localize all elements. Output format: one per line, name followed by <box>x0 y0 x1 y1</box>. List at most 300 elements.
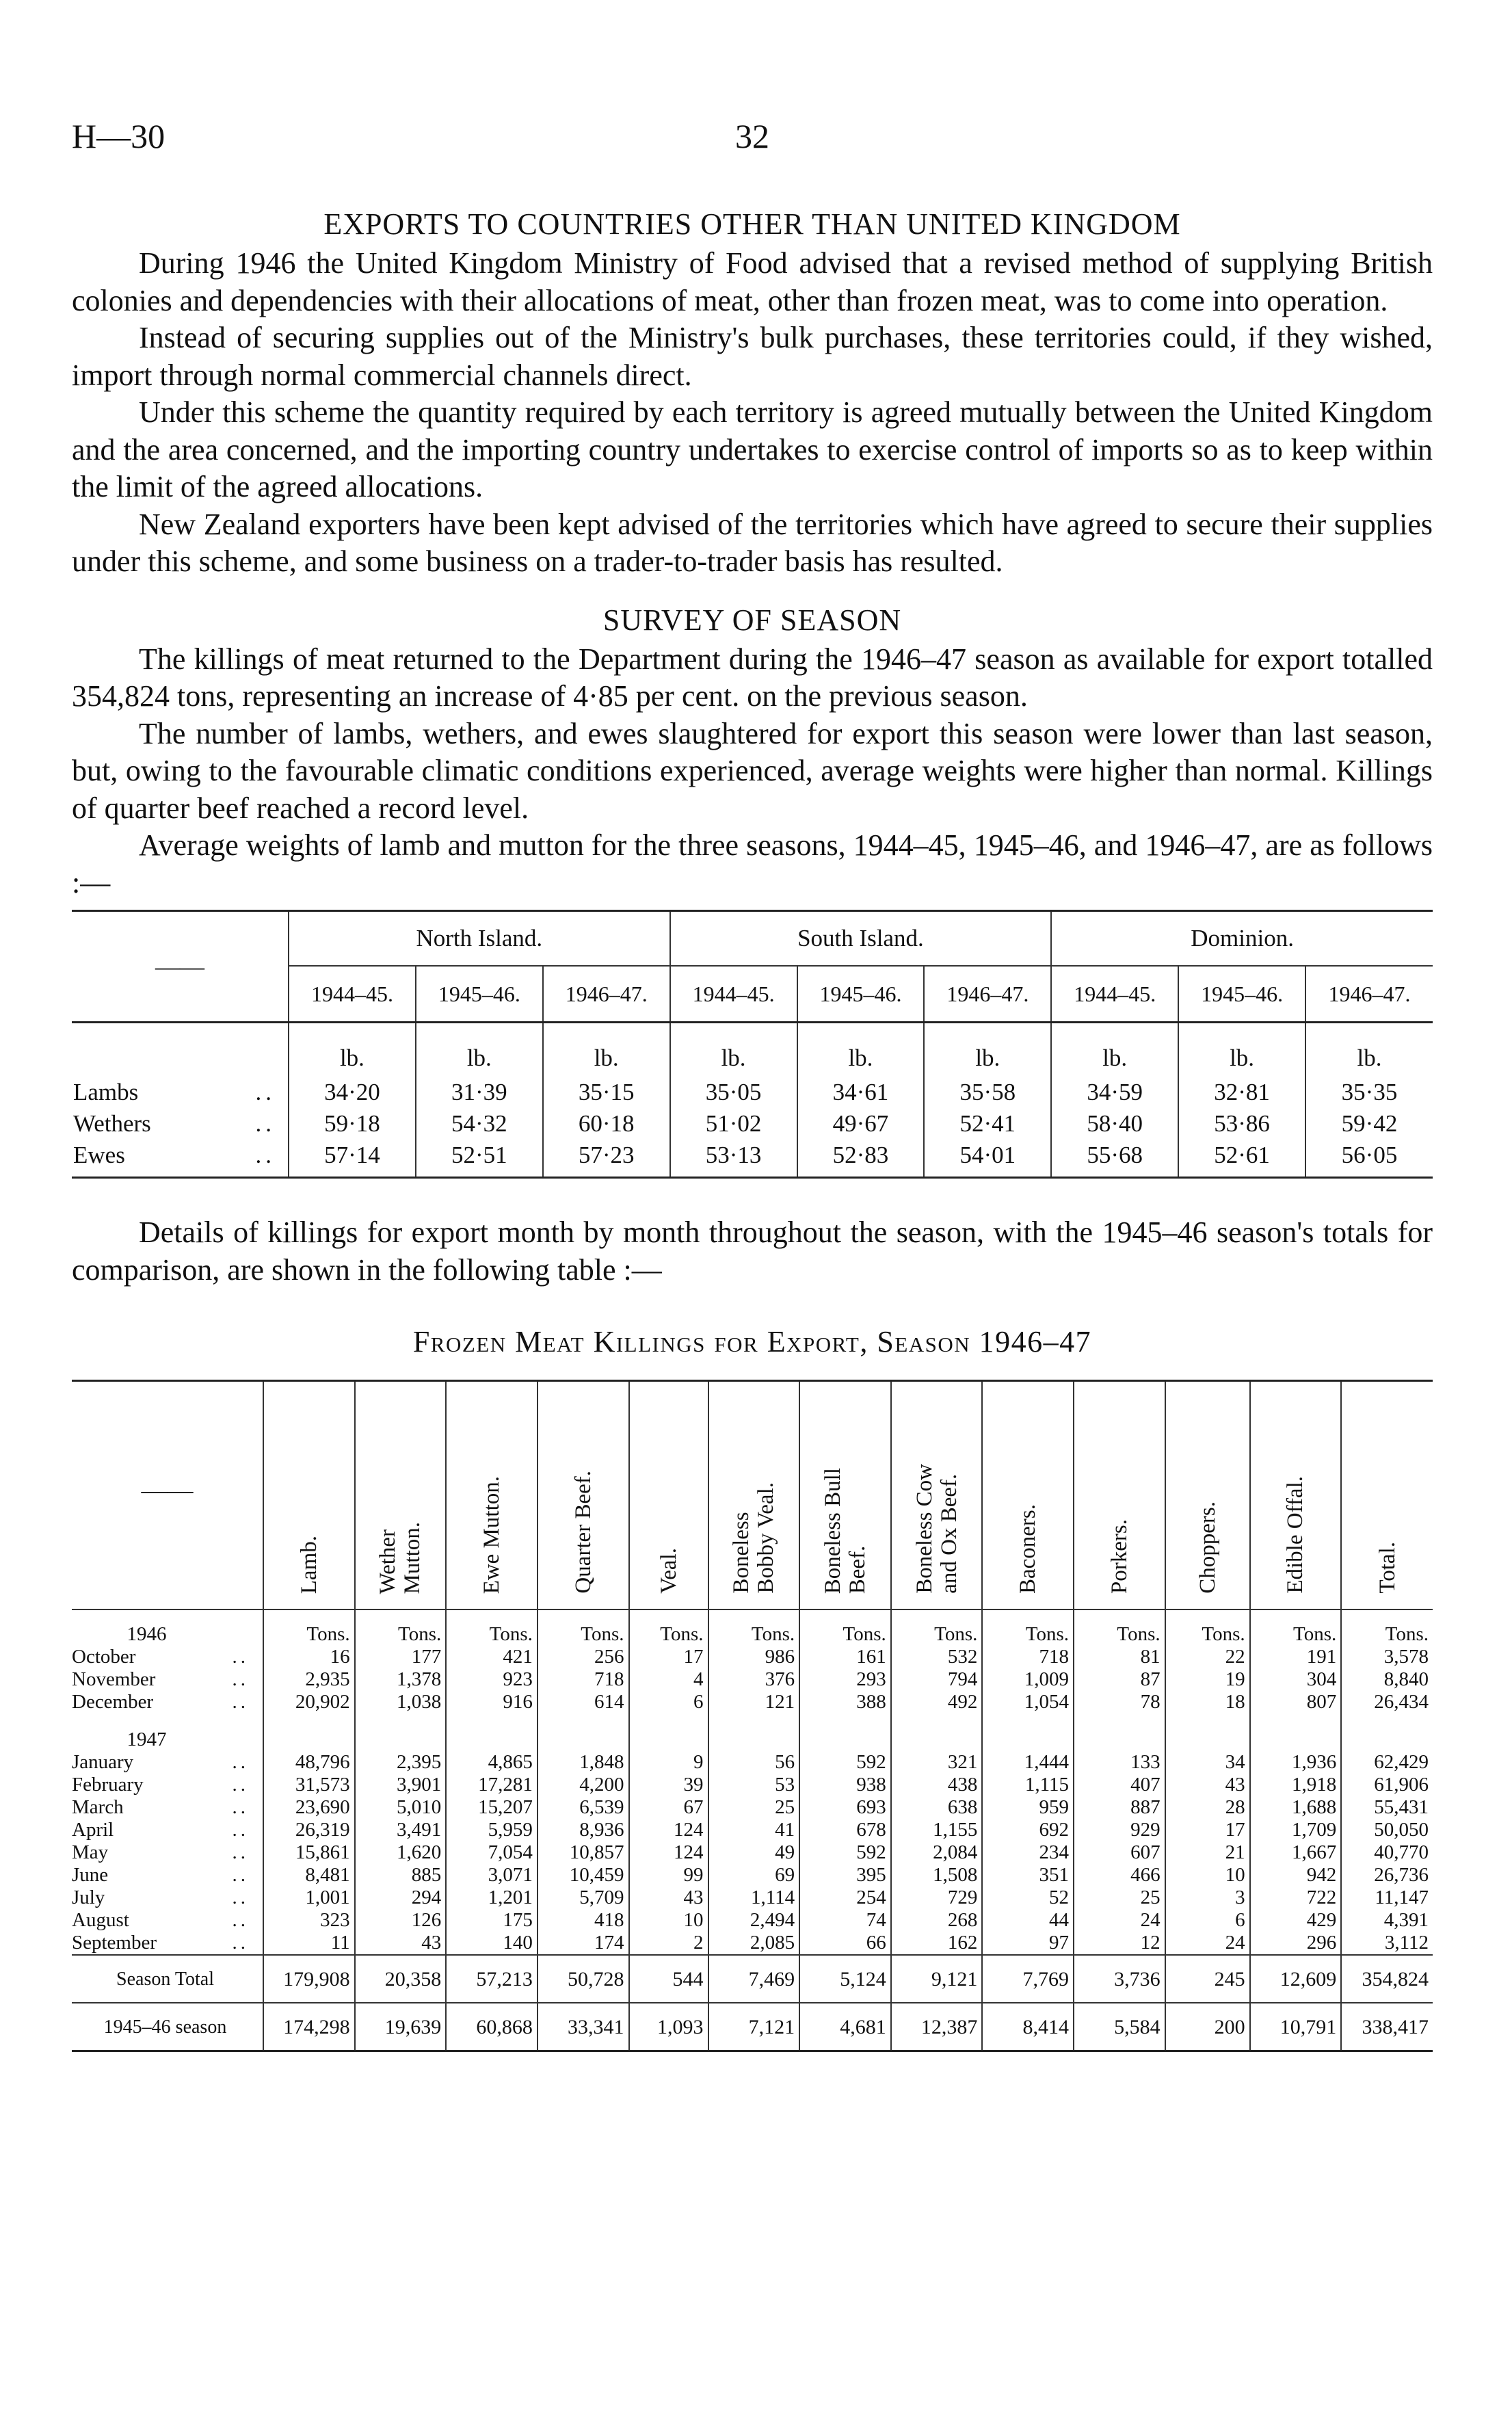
empty-cell <box>629 1729 708 1751</box>
empty-cell <box>1074 1729 1165 1751</box>
table-cell: 678 <box>799 1819 891 1841</box>
unit-label: lb. <box>289 1023 416 1077</box>
unit-label: Tons. <box>1250 1609 1342 1646</box>
group-header-dominion: Dominion. <box>1051 912 1433 966</box>
units-row <box>72 1609 1433 1646</box>
table-cell: 1,038 <box>355 1691 447 1713</box>
table-cell: 121 <box>708 1691 800 1713</box>
table-cell: 87 <box>1074 1668 1165 1691</box>
table-cell: 99 <box>629 1864 708 1887</box>
table-cell: 17,281 <box>446 1774 538 1796</box>
table-cell: 48,796 <box>263 1751 355 1774</box>
table-cell: 179,908 <box>263 1955 355 2003</box>
table-cell: 923 <box>446 1668 538 1691</box>
row-label: January .. <box>72 1751 249 1773</box>
table-cell: 34·20 <box>289 1077 416 1108</box>
table-cell: 245 <box>1165 1955 1250 2003</box>
table-cell: 161 <box>799 1646 891 1668</box>
table-cell: 1,508 <box>891 1864 983 1887</box>
spacer-row <box>72 1713 1433 1729</box>
table-cell: 53·13 <box>670 1140 797 1177</box>
table-cell: 338,417 <box>1341 2003 1433 2051</box>
table-cell: 124 <box>629 1819 708 1841</box>
row-label: Wethers <box>73 1110 151 1137</box>
paragraph: During 1946 the United Kingdom Ministry of Food advised that a revised method of supplying British colonies and dependencies with their allocations of meat, other than frozen meat, was to come into operation. <box>72 246 1433 317</box>
table-cell: 78 <box>1074 1691 1165 1713</box>
table-cell: 33,341 <box>538 2003 629 2051</box>
unit-label: lb. <box>670 1023 797 1077</box>
previous-season-row <box>72 2003 1433 2051</box>
table-cell: 268 <box>891 1909 983 1932</box>
table-cell: 26,736 <box>1341 1864 1433 1887</box>
table-cell: 492 <box>891 1691 983 1713</box>
table-cell: 23,690 <box>263 1796 355 1819</box>
table-cell: 376 <box>708 1668 800 1691</box>
table-cell: 31,573 <box>263 1774 355 1796</box>
spacer <box>1250 1713 1342 1729</box>
table-cell: 25 <box>1074 1887 1165 1909</box>
table-cell: 5,124 <box>799 1955 891 2003</box>
table-cell: 256 <box>538 1646 629 1668</box>
table-cell: 39 <box>629 1774 708 1796</box>
unit-label: Tons. <box>708 1609 800 1646</box>
table-cell: 429 <box>1250 1909 1342 1932</box>
table-cell: 43 <box>355 1932 447 1955</box>
paragraph: New Zealand exporters have been kept advised of the territories which have agreed to secure their supplies under this scheme, and some business on a trader-to-trader basis has resulted. <box>72 507 1433 578</box>
table-cell: 7,121 <box>708 2003 800 2051</box>
table-cell: 12 <box>1074 1932 1165 1955</box>
table-cell: 60,868 <box>446 2003 538 2051</box>
column-header-lamb: Lamb. <box>263 1382 355 1609</box>
paragraph: Average weights of lamb and mutton for the three seasons, 1944–45, 1945–46, and 1946–47, are as follows :— <box>72 828 1433 899</box>
empty-cell <box>799 1729 891 1751</box>
table-cell: 304 <box>1250 1668 1342 1691</box>
empty-cell <box>538 1729 629 1751</box>
table-cell: 57·23 <box>543 1140 670 1177</box>
table-cell: 55,431 <box>1341 1796 1433 1819</box>
average-weights-table <box>72 910 1433 1179</box>
unit-label: lb. <box>1305 1023 1433 1077</box>
table-cell: 10 <box>629 1909 708 1932</box>
section-heading-exports: EXPORTS TO COUNTRIES OTHER THAN UNITED KINGDOM <box>323 207 1181 241</box>
table-cell: 1,378 <box>355 1668 447 1691</box>
paragraph: Under this scheme the quantity required by each territory is agreed mutually between the United Kingdom and the area concerned, and the importing country undertakes to exercise control of imports so as to keep within the limit of the agreed allocations. <box>72 395 1433 503</box>
table-cell: 54·01 <box>924 1140 1051 1177</box>
table-cell: 254 <box>799 1887 891 1909</box>
unit-label: Tons. <box>446 1609 538 1646</box>
unit-label: Tons. <box>538 1609 629 1646</box>
leader-dots: .. <box>255 1079 276 1105</box>
table-cell: 11 <box>263 1932 355 1955</box>
row-label: November .. <box>72 1668 249 1690</box>
row-label: December .. <box>72 1691 249 1713</box>
table-cell: 52·51 <box>416 1140 543 1177</box>
table-cell: 56·05 <box>1305 1140 1433 1177</box>
table-cell: 1,115 <box>982 1774 1074 1796</box>
table-cell: 191 <box>1250 1646 1342 1668</box>
season-total-row <box>72 1955 1433 2003</box>
year-header: 1944–45. <box>670 966 797 1023</box>
table-row <box>72 1932 1433 1955</box>
table-cell: 61,906 <box>1341 1774 1433 1796</box>
table-row <box>72 1691 1433 1713</box>
paragraph: The number of lambs, wethers, and ewes slaughtered for export this season were lower than last season, but, owing to the favourable climatic conditions experienced, average weights were higher than normal. Killings of quarter beef reached a record level. <box>72 716 1433 825</box>
table-cell: 24 <box>1165 1932 1250 1955</box>
unit-label: Tons. <box>629 1609 708 1646</box>
table-cell: 9 <box>629 1751 708 1774</box>
table-cell: 50,728 <box>538 1955 629 2003</box>
table-cell: 2,935 <box>263 1668 355 1691</box>
empty-cell <box>708 1729 800 1751</box>
table-cell: 544 <box>629 1955 708 2003</box>
table-cell: 794 <box>891 1668 983 1691</box>
table-title: Frozen Meat Killings for Export, Season 1946–47 <box>412 1325 1092 1358</box>
table-cell: 8,414 <box>982 2003 1074 2051</box>
unit-label: Tons. <box>1165 1609 1250 1646</box>
table-cell: 8,936 <box>538 1819 629 1841</box>
row-label: March .. <box>72 1796 249 1818</box>
spacer <box>538 1713 629 1729</box>
table-cell: 26,434 <box>1341 1691 1433 1713</box>
table-cell: 40,770 <box>1341 1841 1433 1864</box>
table-cell: 32·81 <box>1178 1077 1305 1108</box>
table-cell: 5,584 <box>1074 2003 1165 2051</box>
table-cell: 16 <box>263 1646 355 1668</box>
table-cell: 4,200 <box>538 1774 629 1796</box>
document-page <box>72 103 1433 2052</box>
column-header-choppers: Choppers. <box>1165 1382 1250 1609</box>
table-cell: 35·35 <box>1305 1077 1433 1108</box>
table-cell: 57·14 <box>289 1140 416 1177</box>
spacer <box>355 1713 447 1729</box>
table-cell: 321 <box>891 1751 983 1774</box>
unit-label: Tons. <box>891 1609 983 1646</box>
table-cell: 52·83 <box>797 1140 925 1177</box>
table-cell: 9,121 <box>891 1955 983 2003</box>
row-label: July .. <box>72 1887 249 1908</box>
table-cell: 1,444 <box>982 1751 1074 1774</box>
empty-cell <box>1250 1729 1342 1751</box>
table-row <box>72 1140 1433 1177</box>
column-header-boneless-cow-ox-beef: Boneless Cow and Ox Beef. <box>891 1382 983 1609</box>
table-cell: 69 <box>708 1864 800 1887</box>
row-label: 1945–46 season <box>72 2003 263 2051</box>
table-cell: 81 <box>1074 1646 1165 1668</box>
unit-label: lb. <box>416 1023 543 1077</box>
table-cell: 59·18 <box>289 1108 416 1140</box>
year-header: 1946–47. <box>924 966 1051 1023</box>
table-cell: 959 <box>982 1796 1074 1819</box>
table-cell: 938 <box>799 1774 891 1796</box>
column-header-baconers: Baconers. <box>982 1382 1074 1609</box>
table-cell: 53·86 <box>1178 1108 1305 1140</box>
table-cell: 17 <box>629 1646 708 1668</box>
table-cell: 28 <box>1165 1796 1250 1819</box>
table-row <box>72 1108 1433 1140</box>
table-cell: 133 <box>1074 1751 1165 1774</box>
empty-cell <box>1341 1729 1433 1751</box>
column-header-wether-mutton: Wether Mutton. <box>355 1382 447 1609</box>
table-cell: 34·61 <box>797 1077 925 1108</box>
unit-label: lb. <box>1178 1023 1305 1077</box>
table-cell: 26,319 <box>263 1819 355 1841</box>
year-header: 1945–46. <box>797 966 925 1023</box>
table-cell: 2,084 <box>891 1841 983 1864</box>
table-cell: 1,114 <box>708 1887 800 1909</box>
column-header-ewe-mutton: Ewe Mutton. <box>446 1382 538 1609</box>
table-cell: 10 <box>1165 1864 1250 1887</box>
table-cell: 407 <box>1074 1774 1165 1796</box>
empty-cell <box>446 1729 538 1751</box>
unit-label: Tons. <box>799 1609 891 1646</box>
table-cell: 1,009 <box>982 1668 1074 1691</box>
paragraph: The killings of meat returned to the Department during the 1946–47 season as available for export totalled 354,824 tons, representing an increase of 4·85 per cent. on the previous season. <box>72 642 1433 713</box>
spacer <box>982 1713 1074 1729</box>
table-cell: 296 <box>1250 1932 1342 1955</box>
table-cell: 50,050 <box>1341 1819 1433 1841</box>
table-row <box>72 1796 1433 1819</box>
table-cell: 532 <box>891 1646 983 1668</box>
table-cell: 162 <box>891 1932 983 1955</box>
table-cell: 1,688 <box>1250 1796 1342 1819</box>
row-label: October .. <box>72 1646 249 1668</box>
table-cell: 1,620 <box>355 1841 447 1864</box>
table-cell: 97 <box>982 1932 1074 1955</box>
spacer <box>799 1713 891 1729</box>
table-cell: 12,609 <box>1250 1955 1342 2003</box>
table-cell: 140 <box>446 1932 538 1955</box>
table-row <box>72 1909 1433 1932</box>
table-row <box>72 1887 1433 1909</box>
table-cell: 293 <box>799 1668 891 1691</box>
table-cell: 718 <box>982 1646 1074 1668</box>
unit-label: lb. <box>797 1023 925 1077</box>
table-cell: 49·67 <box>797 1108 925 1140</box>
table-cell: 52·61 <box>1178 1140 1305 1177</box>
table-row <box>72 1841 1433 1864</box>
row-label: Season Total <box>72 1955 263 2003</box>
empty-cell <box>1165 1729 1250 1751</box>
table-row <box>72 1077 1433 1108</box>
table-cell: 354,824 <box>1341 1955 1433 2003</box>
column-header-veal: Veal. <box>629 1382 708 1609</box>
table-cell: 2,085 <box>708 1932 800 1955</box>
table-cell: 20,358 <box>355 1955 447 2003</box>
table-cell: 4 <box>629 1668 708 1691</box>
year-header: 1944–45. <box>289 966 416 1023</box>
table-cell: 1,155 <box>891 1819 983 1841</box>
table-cell: 60·18 <box>543 1108 670 1140</box>
paragraph: Instead of securing supplies out of the Ministry's bulk purchases, these territories could, if they wished, import through normal commercial channels direct. <box>72 321 1433 392</box>
empty-cell <box>355 1729 447 1751</box>
table-cell: 1,001 <box>263 1887 355 1909</box>
units-row <box>72 1023 1433 1077</box>
year-header: 1946–47. <box>1305 966 1433 1023</box>
year-header: 1945–46. <box>416 966 543 1023</box>
row-label: August .. <box>72 1909 249 1931</box>
group-header-north: North Island. <box>289 912 670 966</box>
empty-cell <box>982 1729 1074 1751</box>
table-cell: 41 <box>708 1819 800 1841</box>
table-cell: 421 <box>446 1646 538 1668</box>
table-cell: 31·39 <box>416 1077 543 1108</box>
table-cell: 887 <box>1074 1796 1165 1819</box>
table-cell: 418 <box>538 1909 629 1932</box>
table-cell: 3,736 <box>1074 1955 1165 2003</box>
year-label: 1946 <box>127 1622 167 1645</box>
unit-label: lb. <box>543 1023 670 1077</box>
table-cell: 12,387 <box>891 2003 983 2051</box>
table-cell: 35·15 <box>543 1077 670 1108</box>
table-cell: 6,539 <box>538 1796 629 1819</box>
spacer <box>708 1713 800 1729</box>
table-cell: 592 <box>799 1751 891 1774</box>
row-label: February .. <box>72 1774 249 1796</box>
row-label: June .. <box>72 1864 249 1886</box>
table-cell: 4,681 <box>799 2003 891 2051</box>
table-cell: 395 <box>799 1864 891 1887</box>
table-cell: 11,147 <box>1341 1887 1433 1909</box>
unit-label: Tons. <box>263 1609 355 1646</box>
table-cell: 54·32 <box>416 1108 543 1140</box>
table-cell: 55·68 <box>1051 1140 1178 1177</box>
row-label: Ewes <box>73 1142 125 1168</box>
table-cell: 1,918 <box>1250 1774 1342 1796</box>
table-cell: 21 <box>1165 1841 1250 1864</box>
table-cell: 592 <box>799 1841 891 1864</box>
table-cell: 3,578 <box>1341 1646 1433 1668</box>
spacer <box>446 1713 538 1729</box>
unit-label: Tons. <box>355 1609 447 1646</box>
table-cell: 323 <box>263 1909 355 1932</box>
year-header: 1945–46. <box>1178 966 1305 1023</box>
table-cell: 126 <box>355 1909 447 1932</box>
table-cell: 124 <box>629 1841 708 1864</box>
table-cell: 5,959 <box>446 1819 538 1841</box>
table-cell: 885 <box>355 1864 447 1887</box>
table-cell: 1,054 <box>982 1691 1074 1713</box>
table-cell: 10,857 <box>538 1841 629 1864</box>
unit-label: Tons. <box>1341 1609 1433 1646</box>
table-cell: 25 <box>708 1796 800 1819</box>
table-cell: 5,010 <box>355 1796 447 1819</box>
table-cell: 43 <box>629 1887 708 1909</box>
table-row <box>72 1751 1433 1774</box>
row-label: May .. <box>72 1841 249 1863</box>
year-row <box>72 1729 1433 1751</box>
table-cell: 388 <box>799 1691 891 1713</box>
table-row <box>72 1668 1433 1691</box>
table-cell: 7,769 <box>982 1955 1074 2003</box>
table-cell: 35·58 <box>924 1077 1051 1108</box>
leader-dots: .. <box>255 1110 276 1137</box>
table-cell: 234 <box>982 1841 1074 1864</box>
table-cell: 1,936 <box>1250 1751 1342 1774</box>
table-cell: 7,054 <box>446 1841 538 1864</box>
table-cell: 1,093 <box>629 2003 708 2051</box>
paragraph: Details of killings for export month by month throughout the season, with the 1945–46 season's totals for comparison, are shown in the following table :— <box>72 1215 1433 1287</box>
table-cell: 52 <box>982 1887 1074 1909</box>
table-cell: 59·42 <box>1305 1108 1433 1140</box>
table-cell: 1,709 <box>1250 1819 1342 1841</box>
table-cell: 614 <box>538 1691 629 1713</box>
table-cell: 351 <box>982 1864 1074 1887</box>
table-cell: 638 <box>891 1796 983 1819</box>
table-cell: 942 <box>1250 1864 1342 1887</box>
column-header-quarter-beef: Quarter Beef. <box>538 1382 629 1609</box>
table-cell: 2 <box>629 1932 708 1955</box>
table-cell: 177 <box>355 1646 447 1668</box>
column-header-boneless-bobby-veal: Boneless Bobby Veal. <box>708 1382 800 1609</box>
table-cell: 43 <box>1165 1774 1250 1796</box>
table-cell: 1,201 <box>446 1887 538 1909</box>
row-label: Lambs <box>73 1079 139 1105</box>
spacer <box>891 1713 983 1729</box>
table-cell: 3,491 <box>355 1819 447 1841</box>
table-corner: —— <box>72 912 289 1023</box>
table-cell: 5,709 <box>538 1887 629 1909</box>
spacer <box>72 1713 263 1729</box>
empty-cell <box>891 1729 983 1751</box>
table-cell: 729 <box>891 1887 983 1909</box>
table-cell: 8,481 <box>263 1864 355 1887</box>
table-cell: 722 <box>1250 1887 1342 1909</box>
table-cell: 15,207 <box>446 1796 538 1819</box>
table-cell: 4,391 <box>1341 1909 1433 1932</box>
table-cell: 6 <box>1165 1909 1250 1932</box>
table-cell: 718 <box>538 1668 629 1691</box>
table-cell: 49 <box>708 1841 800 1864</box>
leader-dots: .. <box>255 1142 276 1168</box>
column-header-porkers: Porkers. <box>1074 1382 1165 1609</box>
table-cell: 17 <box>1165 1819 1250 1841</box>
table-cell: 58·40 <box>1051 1108 1178 1140</box>
group-header-south: South Island. <box>670 912 1052 966</box>
unit-label: Tons. <box>1074 1609 1165 1646</box>
table-cell: 986 <box>708 1646 800 1668</box>
spacer <box>629 1713 708 1729</box>
table-cell: 44 <box>982 1909 1074 1932</box>
unit-label: lb. <box>1051 1023 1178 1077</box>
spacer <box>263 1713 355 1729</box>
table-cell: 22 <box>1165 1646 1250 1668</box>
page-header <box>72 103 1433 164</box>
table-row <box>72 1646 1433 1668</box>
table-cell: 200 <box>1165 2003 1250 2051</box>
table-corner: —— <box>141 1476 194 1505</box>
table-cell: 175 <box>446 1909 538 1932</box>
table-cell: 10,791 <box>1250 2003 1342 2051</box>
table-cell: 607 <box>1074 1841 1165 1864</box>
table-cell: 174,298 <box>263 2003 355 2051</box>
table-cell: 57,213 <box>446 1955 538 2003</box>
table-row <box>72 1774 1433 1796</box>
table-cell: 62,429 <box>1341 1751 1433 1774</box>
table-cell: 294 <box>355 1887 447 1909</box>
killings-table <box>72 1380 1433 2052</box>
table-cell: 807 <box>1250 1691 1342 1713</box>
table-cell: 693 <box>799 1796 891 1819</box>
table-cell: 35·05 <box>670 1077 797 1108</box>
column-header-boneless-bull-beef: Boneless Bull Beef. <box>799 1382 891 1609</box>
table-cell: 916 <box>446 1691 538 1713</box>
table-cell: 67 <box>629 1796 708 1819</box>
table-cell: 8,840 <box>1341 1668 1433 1691</box>
table-cell: 19,639 <box>355 2003 447 2051</box>
spacer <box>1341 1713 1433 1729</box>
table-cell: 174 <box>538 1932 629 1955</box>
table-row <box>72 1819 1433 1841</box>
